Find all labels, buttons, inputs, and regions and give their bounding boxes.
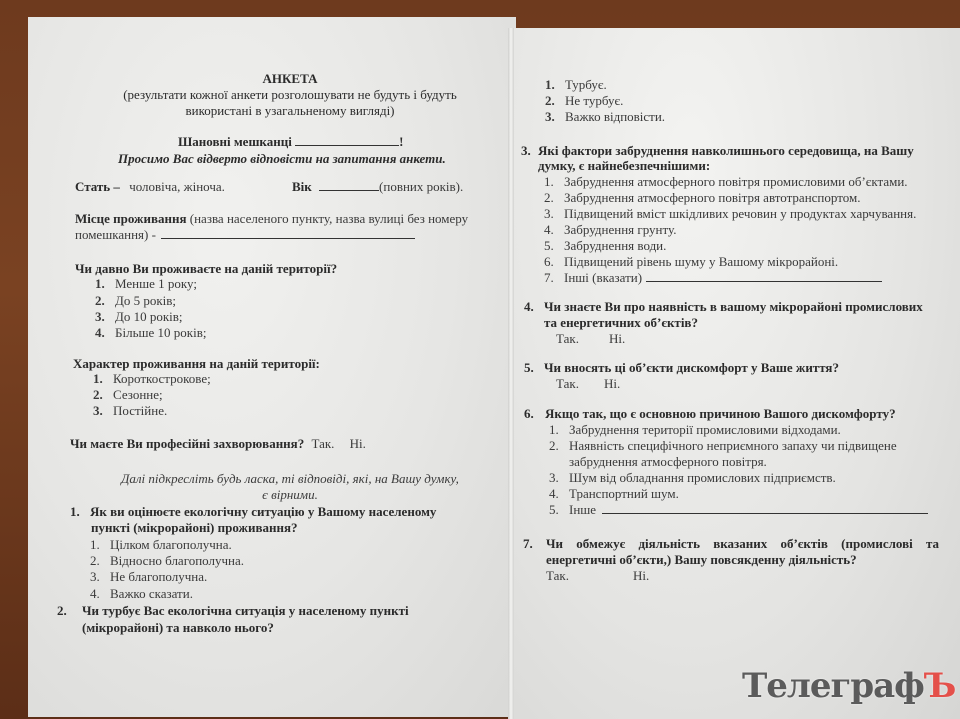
option-q2-1[interactable]: 1. Турбує. (545, 77, 607, 92)
option-character-1[interactable]: 1. Короткострокове; (93, 371, 211, 386)
question-1-line-2: пункті (мікрорайоні) проживання? (91, 520, 298, 535)
question-5: 5. Чи вносять ці об’єкти дискомфорт у Ваше життя? (524, 360, 839, 375)
option-q2-2[interactable]: 2. Не турбує. (545, 93, 624, 108)
option-q3-4[interactable]: 4. Забруднення грунту. (544, 222, 677, 237)
age-blank[interactable] (319, 179, 379, 191)
page-fold (508, 28, 514, 719)
question-2: 2. Чи турбує Вас екологічна ситуація у населеному пункті (57, 603, 409, 618)
sex-field: Стать – чоловіча, жіноча. (75, 179, 225, 194)
q6-other-blank[interactable] (602, 502, 928, 514)
option-q6-2-cont: забруднення атмосферного повітря. (569, 454, 767, 469)
option-character-2[interactable]: 2. Сезонне; (93, 387, 163, 402)
question-3-line-2: думку, є найнебезпечнішими: (538, 158, 711, 173)
option-q1-3[interactable]: 3. Не благополучна. (90, 569, 208, 584)
option-duration-2[interactable]: 2. До 5 років; (95, 293, 177, 308)
sex-options[interactable]: чоловіча, жіноча. (129, 179, 225, 194)
question-7: 7. Чи обмежує діяльність вказаних об’єктів (промислові та (523, 536, 939, 551)
option-duration-3[interactable]: 3. До 10 років; (95, 309, 183, 324)
option-q1-4[interactable]: 4. Важко сказати. (90, 586, 193, 601)
question-3: 3. Які фактори забруднення навколишнього середовища, на Вашу (521, 143, 914, 158)
answer-no[interactable]: Ні. (349, 436, 366, 451)
question-4: 4. Чи знаєте Ви про наявність в вашому мікрорайоні промислових (524, 299, 923, 314)
option-q3-3[interactable]: 3. Підвищений вміст шкідливих речовин у продуктах харчування. (544, 206, 917, 221)
residence-field: Місце проживання (назва населеного пункту, назва вулиці без номеру (75, 211, 469, 226)
instruction-1: Далі підкресліть будь ласка, ті відповіді, які, на Вашу думку, (121, 471, 459, 486)
question-7-line-2: енергетичні об’єкти,) Вашу повсякденну діяльність? (546, 552, 857, 567)
option-q6-3[interactable]: 3. Шум від обладнання промислових підприємств. (549, 470, 836, 485)
greeting-blank[interactable] (295, 134, 399, 146)
answer-yes[interactable]: Так. (311, 436, 335, 451)
question-character: Характер проживання на даній території: (73, 356, 320, 371)
option-q3-6[interactable]: 6. Підвищений рівень шуму у Вашому мікрорайоні. (544, 254, 839, 269)
option-q6-4[interactable]: 4. Транспортний шум. (549, 486, 679, 501)
option-q1-1[interactable]: 1. Цілком благополучна. (90, 537, 232, 552)
option-q3-2[interactable]: 2. Забруднення атмосферного повітря автотранспортом. (544, 190, 861, 205)
option-q6-5[interactable]: 5. Інше (549, 502, 928, 518)
question-disease: Чи маєте Ви професійні захворювання? Так. Ні. (70, 436, 366, 451)
option-q2-3[interactable]: 3. Важко відповісти. (545, 109, 666, 124)
age-field: Вік (повних років). (292, 179, 464, 194)
option-q3-7[interactable]: 7. Інші (вказати) (544, 270, 882, 286)
answer-q7-yes[interactable]: Так. (546, 568, 569, 583)
instruction-2: є вірними. (262, 487, 318, 502)
request-text: Просимо Вас відверто відповісти на запитання анкети. (118, 151, 446, 166)
option-q6-2[interactable]: 2. Наявність специфічного неприємного запаху чи підвищене (549, 438, 897, 453)
residence-blank[interactable] (161, 227, 415, 239)
form-title: АНКЕТА (262, 71, 318, 86)
telegraf-watermark-logo: ТелеграфЪ (742, 666, 956, 706)
greeting: Шановні мешканці ! (178, 134, 404, 149)
option-character-3[interactable]: 3. Постійне. (93, 403, 168, 418)
option-q6-1[interactable]: 1. Забруднення території промисловими відходами. (549, 422, 841, 437)
form-subtitle-1: (результати кожної анкети розголошувати не будуть і будуть (123, 87, 457, 102)
form-subtitle-2: використані в узагальненому вигляді) (185, 103, 395, 118)
question-6: 6. Якщо так, що є основною причиною Вашого дискомфорту? (524, 406, 896, 421)
option-q3-5[interactable]: 5. Забруднення води. (544, 238, 667, 253)
answer-q5-yes[interactable]: Так. (556, 376, 579, 391)
question-1: 1. Як ви оцінюєте екологічну ситуацію у Вашому населеному (70, 504, 437, 519)
answer-q4-yes[interactable]: Так. (556, 331, 579, 346)
question-duration: Чи давно Ви проживаєте на даній території? (75, 261, 338, 276)
answer-q4-no[interactable]: Ні. (609, 331, 626, 346)
option-q3-1[interactable]: 1. Забруднення атмосферного повітря промисловими об’єктами. (544, 174, 908, 189)
option-duration-4[interactable]: 4. Більше 10 років; (95, 325, 207, 340)
option-q1-2[interactable]: 2. Відносно благополучна. (90, 553, 244, 568)
answer-q7-no[interactable]: Ні. (633, 568, 650, 583)
option-duration-1[interactable]: 1. Менше 1 року; (95, 276, 197, 291)
q3-other-blank[interactable] (646, 270, 882, 282)
question-2-line-2: (мікрорайоні) та навколо нього? (82, 620, 274, 635)
question-4-line-2: та енергетичних об’єктів? (544, 315, 698, 330)
answer-q5-no[interactable]: Ні. (604, 376, 621, 391)
residence-field-2: помешкання) - (75, 227, 415, 243)
